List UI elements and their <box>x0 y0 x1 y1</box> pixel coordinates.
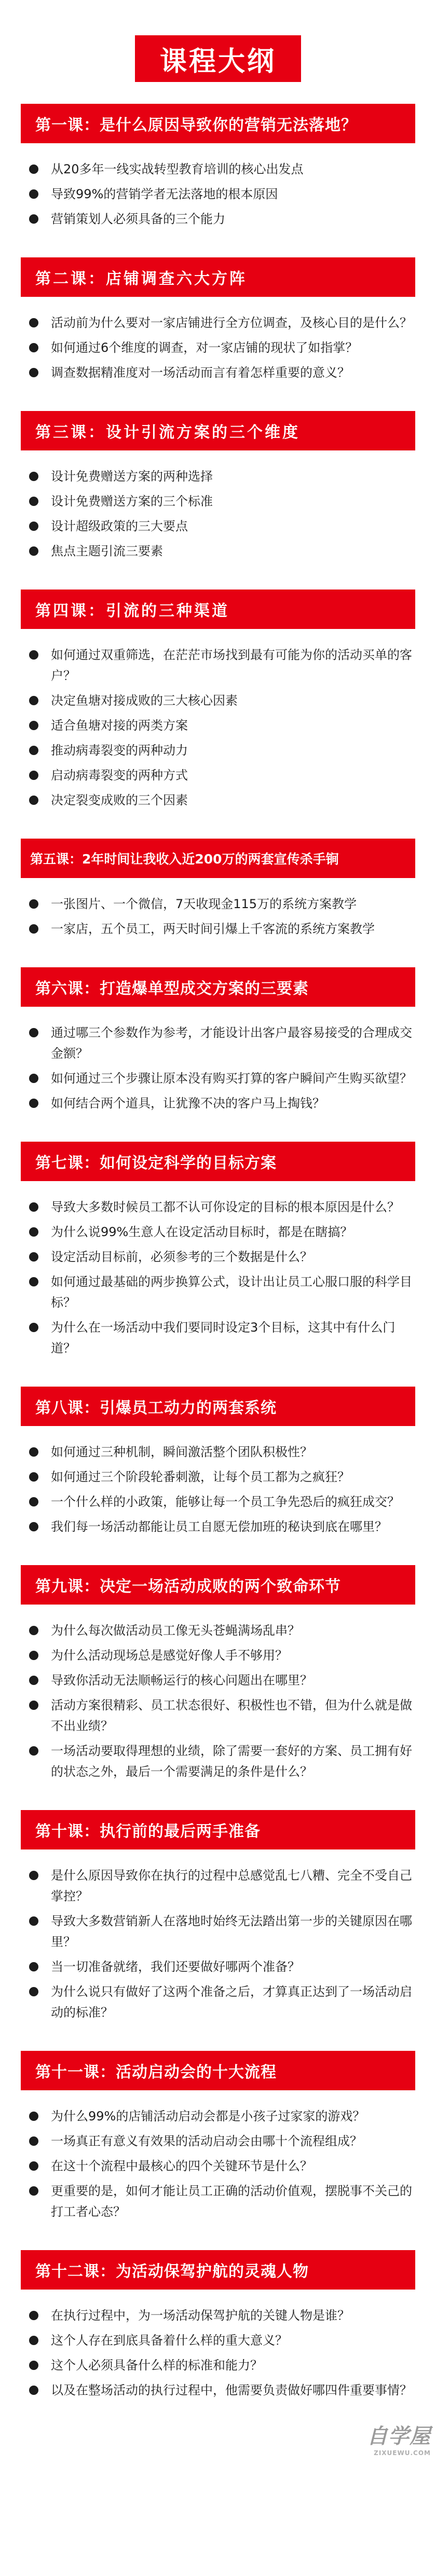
bullet-icon <box>29 214 38 224</box>
list-item-text: 如何通过双重筛选，在茫茫市场找到最有可能为你的活动买单的客户？ <box>51 648 412 683</box>
list-item <box>29 1981 415 2023</box>
list-item <box>29 466 415 487</box>
list-item-text: 这个人必须具备什么样的标准和能力？ <box>51 2358 263 2373</box>
list-item <box>29 1271 415 1313</box>
list-item <box>29 1620 415 1641</box>
bullet-icon <box>29 165 38 174</box>
list-item <box>29 2380 415 2401</box>
list-item-text: 这个人存在到底具备着什么样的重大意义？ <box>51 2333 288 2348</box>
list-item <box>29 337 415 358</box>
list-item <box>29 1222 415 1242</box>
bullet-icon <box>29 2386 38 2395</box>
lesson-items <box>0 297 436 411</box>
lesson-section <box>0 257 436 411</box>
list-item <box>29 491 415 512</box>
list-item <box>29 312 415 333</box>
list-item-text: 是什么原因导致你在执行的过程中总感觉乱七八糟、完全不受自己掌控？ <box>51 1868 412 1903</box>
list-item-text: 为什么活动现场总是感觉好像人手不够用？ <box>51 1648 288 1663</box>
list-item <box>29 1317 415 1359</box>
list-item-text: 导致99%的营销学者无法落地的根本原因 <box>51 187 278 201</box>
list-item <box>29 765 415 786</box>
bullet-icon <box>29 1522 38 1531</box>
list-item-text: 如何通过三个阶段轮番刺激，让每个员工都为之疯狂？ <box>51 1470 350 1484</box>
list-item-text: 推动病毒裂变的两种动力 <box>51 743 188 758</box>
list-item-text: 启动病毒裂变的两种方式 <box>51 768 188 783</box>
bullet-icon <box>29 899 38 909</box>
bullet-icon <box>29 1323 38 1332</box>
lesson-header: 第三课：设计引流方案的三个维度 <box>21 411 415 450</box>
lesson-section <box>0 1142 436 1387</box>
lesson-section <box>0 104 436 257</box>
list-item-text: 活动前为什么要对一家店铺进行全方位调查，及核心目的是什么？ <box>51 316 412 330</box>
list-item-text: 适合鱼塘对接的两类方案 <box>51 718 188 733</box>
list-item <box>29 715 415 736</box>
bullet-icon <box>29 189 38 199</box>
list-item <box>29 740 415 761</box>
bullet-icon <box>29 368 38 377</box>
lesson-header: 第十二课：为活动保驾护航的灵魂人物 <box>21 2250 415 2290</box>
bullet-icon <box>29 1987 38 1996</box>
bullet-icon <box>29 1871 38 1880</box>
bullet-icon <box>29 497 38 506</box>
list-item <box>29 1246 415 1267</box>
list-item <box>29 1516 415 1537</box>
list-item <box>29 1865 415 1907</box>
lesson-section <box>0 1810 436 2051</box>
bullet-icon <box>29 1701 38 1710</box>
bullet-icon <box>29 924 38 934</box>
bullet-icon <box>29 1676 38 1685</box>
lesson-section <box>0 839 436 967</box>
bullet-icon <box>29 522 38 531</box>
list-item-text: 为什么说99%生意人在设定活动目标时，都是在瞎搞？ <box>51 1225 353 1239</box>
list-item-text: 决定裂变成败的三个因素 <box>51 793 188 807</box>
list-item-text: 为什么99%的店铺活动启动会都是小孩子过家家的游戏？ <box>51 2109 365 2123</box>
bullet-icon <box>29 2112 38 2121</box>
list-item <box>29 541 415 561</box>
lesson-items <box>0 878 436 967</box>
list-item <box>29 1442 415 1462</box>
bullet-icon <box>29 2311 38 2320</box>
list-item <box>29 516 415 537</box>
list-item <box>29 645 415 686</box>
list-item-text: 设计免费赠送方案的两种选择 <box>51 469 213 484</box>
bullet-icon <box>29 1202 38 1212</box>
list-item <box>29 159 415 180</box>
bullet-icon <box>29 2336 38 2345</box>
list-item-text: 活动方案很精彩、员工状态很好、积极性也不错，但为什么就是做不出业绩？ <box>51 1698 412 1733</box>
lesson-header: 第四课：引流的三种渠道 <box>21 590 415 629</box>
bullet-icon <box>29 721 38 730</box>
lesson-items <box>0 629 436 839</box>
lesson-items <box>0 450 436 590</box>
lesson-header: 第一课：是什么原因导致你的营销无法落地？ <box>21 104 415 143</box>
bullet-icon <box>29 1916 38 1926</box>
lesson-section <box>0 1565 436 1810</box>
list-item <box>29 919 415 939</box>
list-item <box>29 2305 415 2326</box>
list-item-text: 为什么在一场活动中我们要同时设定3个目标，这其中有什么门道？ <box>51 1320 396 1355</box>
lesson-items <box>0 1849 436 2051</box>
bullet-icon <box>29 1252 38 1262</box>
list-item-text: 一家店，五个员工，两天时间引爆上千客流的系统方案教学 <box>51 922 375 936</box>
list-item-text: 在执行过程中，为一场活动保驾护航的关键人物是谁？ <box>51 2308 350 2323</box>
list-item-text: 营销策划人必须具备的三个能力 <box>51 212 225 226</box>
page-title: 课程大纲 <box>135 35 301 82</box>
list-item-text: 我们每一场活动都能让员工自愿无偿加班的秘诀到底在哪里？ <box>51 1519 387 1534</box>
list-item <box>29 1695 415 1736</box>
list-item <box>29 2330 415 2351</box>
list-item <box>29 1956 415 1977</box>
lesson-section <box>0 411 436 590</box>
list-item-text: 设计超级政策的三大要点 <box>51 519 188 533</box>
list-item <box>29 1911 415 1952</box>
list-item-text: 当一切准备就绪，我们还要做好哪两个准备？ <box>51 1960 300 1974</box>
list-item-text: 一场真正有意义有效果的活动启动会由哪十个流程组成？ <box>51 2134 362 2148</box>
bullet-icon <box>29 1277 38 1286</box>
list-item-text: 如何通过6个维度的调查，对一家店铺的现状了如指掌？ <box>51 340 358 355</box>
lesson-items <box>0 2090 436 2250</box>
bullet-icon <box>29 1746 38 1756</box>
list-item <box>29 1741 415 1782</box>
list-item-text: 一场活动要取得理想的业绩，除了需要一套好的方案、员工拥有好的状态之外，最后一个需要满足的条件是什么？ <box>51 1744 412 1779</box>
list-item-text: 导致大多数营销新人在落地时始终无法踏出第一步的关键原因在哪里？ <box>51 1914 412 1949</box>
list-item-text: 更重要的是，如何才能让员工正确的活动价值观，摆脱事不关己的打工者心态？ <box>51 2184 412 2219</box>
lesson-header: 第二课：店铺调查六大方阵 <box>21 257 415 297</box>
bullet-icon <box>29 1497 38 1506</box>
lesson-section <box>0 1387 436 1565</box>
list-item-text: 调查数据精准度对一场活动而言有着怎样重要的意义？ <box>51 365 350 380</box>
list-item <box>29 362 415 383</box>
list-item <box>29 1467 415 1487</box>
lesson-items <box>0 1181 436 1387</box>
lesson-header: 第十一课：活动启动会的十大流程 <box>21 2051 415 2090</box>
list-item <box>29 2131 415 2152</box>
list-item <box>29 1093 415 1114</box>
list-item <box>29 2181 415 2222</box>
lesson-items <box>0 2290 436 2429</box>
list-item-text: 从20多年一线实战转型教育培训的核心出发点 <box>51 162 304 176</box>
lesson-items <box>0 1605 436 1810</box>
bullet-icon <box>29 1651 38 1660</box>
lesson-section <box>0 2051 436 2250</box>
title-area <box>0 0 436 104</box>
list-item <box>29 690 415 711</box>
bullet-icon <box>29 1227 38 1237</box>
lesson-section <box>0 590 436 839</box>
lesson-section <box>0 967 436 1142</box>
lesson-items <box>0 143 436 257</box>
list-item <box>29 1197 415 1217</box>
bullet-icon <box>29 696 38 705</box>
list-item-text: 一张图片、一个微信，7天收现金115万的系统方案教学 <box>51 897 357 911</box>
lesson-header: 第九课：决定一场活动成败的两个致命环节 <box>21 1565 415 1605</box>
list-item <box>29 894 415 914</box>
list-item <box>29 790 415 811</box>
list-item <box>29 2156 415 2176</box>
bullet-icon <box>29 746 38 755</box>
list-item-text: 以及在整场活动的执行过程中，他需要负责做好哪四件重要事情？ <box>51 2383 412 2397</box>
bullet-icon <box>29 2136 38 2146</box>
list-item-text: 设计免费赠送方案的三个标准 <box>51 494 213 509</box>
lesson-header: 第十课：执行前的最后两手准备 <box>21 1810 415 1849</box>
list-item <box>29 1491 415 1512</box>
lesson-header: 第六课：打造爆单型成交方案的三要素 <box>21 967 415 1007</box>
bullet-icon <box>29 1028 38 1037</box>
list-item-text: 一个什么样的小政策，能够让每一个员工争先恐后的疯狂成交？ <box>51 1495 400 1509</box>
bullet-icon <box>29 796 38 805</box>
list-item-text: 导致你活动无法顺畅运行的核心问题出在哪里？ <box>51 1673 312 1688</box>
bullet-icon <box>29 1962 38 1971</box>
bullet-icon <box>29 2186 38 2196</box>
list-item-text: 如何通过三种机制，瞬间激活整个团队积极性？ <box>51 1445 312 1459</box>
lesson-list <box>0 104 436 2429</box>
list-item-text: 焦点主题引流三要素 <box>51 544 163 558</box>
watermark <box>367 2420 431 2457</box>
list-item-text: 设定活动目标前，必须参考的三个数据是什么？ <box>51 1250 312 1264</box>
bullet-icon <box>29 771 38 780</box>
bullet-icon <box>29 1447 38 1457</box>
list-item <box>29 1670 415 1691</box>
list-item-text: 如何通过最基础的两步换算公式，设计出让员工心服口服的科学目标？ <box>51 1275 412 1310</box>
list-item-text: 决定鱼塘对接成败的三大核心因素 <box>51 693 238 708</box>
bullet-icon <box>29 472 38 481</box>
watermark-url: ZIXUEWU.COM <box>374 2449 431 2457</box>
lesson-items <box>0 1426 436 1565</box>
list-item <box>29 184 415 204</box>
bullet-icon <box>29 1074 38 1083</box>
bullet-icon <box>29 650 38 660</box>
lesson-section <box>0 2250 436 2429</box>
lesson-items <box>0 1007 436 1142</box>
bullet-icon <box>29 318 38 327</box>
watermark-brand: 自学屋 <box>367 2424 431 2448</box>
list-item <box>29 2355 415 2376</box>
bullet-icon <box>29 1626 38 1635</box>
bullet-icon <box>29 546 38 556</box>
list-item-text: 通过哪三个参数作为参考，才能设计出客户最容易接受的合理成交金额？ <box>51 1025 412 1061</box>
lesson-header: 第五课：2年时间让我收入近200万的两套宣传杀手锏 <box>21 839 415 878</box>
list-item <box>29 1068 415 1089</box>
lesson-header: 第八课：引爆员工动力的两套系统 <box>21 1387 415 1426</box>
list-item-text: 为什么说只有做好了这两个准备之后，才算真正达到了一场活动启动的标准？ <box>51 1984 412 2020</box>
list-item <box>29 209 415 229</box>
list-item-text: 在这十个流程中最核心的四个关键环节是什么？ <box>51 2159 312 2173</box>
bullet-icon <box>29 2161 38 2171</box>
list-item-text: 导致大多数时候员工都不认可你设定的目标的根本原因是什么？ <box>51 1200 400 1214</box>
list-item <box>29 1022 415 1064</box>
list-item-text: 为什么每次做活动员工像无头苍蝇满场乱串？ <box>51 1623 300 1638</box>
list-item-text: 如何通过三个步骤让原本没有购买打算的客户瞬间产生购买欲望？ <box>51 1071 412 1086</box>
list-item <box>29 2106 415 2127</box>
bullet-icon <box>29 2361 38 2370</box>
bullet-icon <box>29 1099 38 1108</box>
list-item-text: 如何结合两个道具，让犹豫不决的客户马上掏钱？ <box>51 1096 325 1111</box>
lesson-header: 第七课：如何设定科学的目标方案 <box>21 1142 415 1181</box>
bullet-icon <box>29 343 38 352</box>
bullet-icon <box>29 1472 38 1482</box>
list-item <box>29 1645 415 1666</box>
